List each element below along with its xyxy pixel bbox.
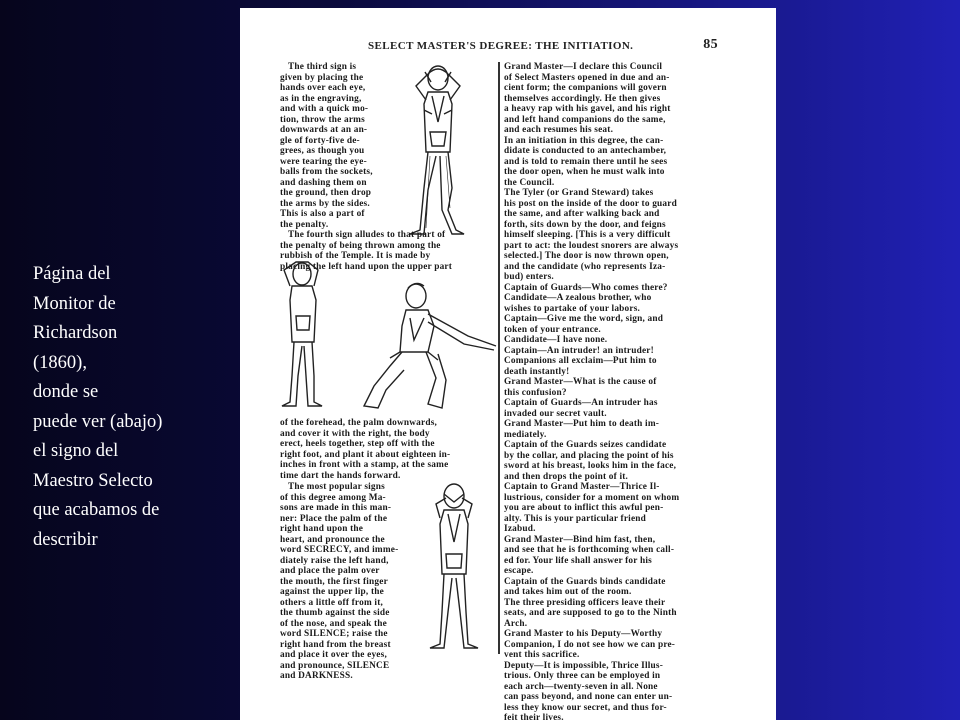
text-line: grees, as though you bbox=[280, 146, 365, 156]
text-line: death instantly! bbox=[504, 366, 570, 377]
text-line: Grand Master to his Deputy—Worthy bbox=[504, 629, 663, 639]
text-line: token of your entrance. bbox=[504, 324, 601, 335]
text-line: This is also a part of bbox=[280, 209, 365, 219]
text-line: seats, and are supposed to go to the Ninth bbox=[504, 608, 677, 618]
text-line: himself sleeping. [This is a very difficult bbox=[504, 230, 671, 240]
text-line: Grand Master—Bind him fast, then, bbox=[504, 534, 656, 545]
text-line: part to act: the loudest snorers are always bbox=[504, 240, 679, 251]
text-line: right hand from the breast bbox=[280, 639, 391, 650]
text-line: the mouth, the first finger bbox=[280, 576, 388, 587]
text-line: right foot, and plant it about eighteen in- bbox=[280, 449, 451, 460]
text-line: this confusion? bbox=[504, 387, 567, 398]
text-line: the Council. bbox=[504, 177, 555, 188]
caption-line: puede ver (abajo) bbox=[33, 411, 163, 432]
text-line: and dashing them on bbox=[280, 177, 367, 188]
page-number: 85 bbox=[703, 37, 718, 52]
caption-line: describir bbox=[33, 529, 98, 550]
text-line: tion, throw the arms bbox=[280, 114, 365, 125]
left-text-block-1 bbox=[280, 62, 398, 230]
text-line: Deputy—It is impossible, Thrice Illus- bbox=[504, 660, 664, 671]
text-line: The three presiding officers leave their bbox=[504, 597, 666, 608]
caption-line: el signo del bbox=[33, 441, 119, 461]
text-line: Companions all exclaim—Put him to bbox=[504, 356, 657, 366]
text-line: others a little off from it, bbox=[280, 597, 384, 608]
text-line: the door open, when he must walk into bbox=[504, 167, 665, 177]
text-line: Arch. bbox=[504, 618, 528, 629]
slide-caption bbox=[33, 260, 233, 555]
text-line: Captain of Guards—Who comes there? bbox=[504, 282, 668, 293]
text-line: inches in front with a stamp, at the same bbox=[280, 460, 449, 470]
text-line: Grand Master—Put him to death im- bbox=[504, 419, 660, 429]
engraving-popular-sign bbox=[416, 478, 494, 654]
text-line: you are about to inflict this awful pen- bbox=[504, 503, 664, 513]
text-line: heart, and pronounce the bbox=[280, 534, 385, 545]
caption-line: donde se bbox=[33, 382, 99, 402]
text-line: ner: Place the palm of the bbox=[280, 513, 388, 524]
text-line: were tearing the eye- bbox=[280, 156, 367, 167]
text-line: and place the palm over bbox=[280, 566, 380, 576]
text-line: The fourth sign alludes to that part of bbox=[288, 230, 446, 240]
text-line: Captain—An intruder! an intruder! bbox=[504, 345, 654, 356]
text-line: and each resumes his seat. bbox=[504, 125, 614, 135]
text-line: selected.] The door is now thrown open, bbox=[504, 251, 669, 261]
text-line: his post on the inside of the door to guard bbox=[504, 198, 677, 209]
text-line: as in the engraving, bbox=[280, 93, 362, 104]
text-line: and DARKNESS. bbox=[280, 671, 353, 681]
text-line: of the forehead, the palm downwards, bbox=[280, 418, 438, 428]
text-line: and place it over the eyes, bbox=[280, 650, 387, 660]
text-line: sword at his breast, looks him in the face, bbox=[504, 461, 677, 471]
man-silence-darkness-illustration bbox=[416, 478, 494, 654]
text-line: escape. bbox=[504, 566, 534, 576]
text-line: bud) enters. bbox=[504, 272, 554, 282]
caption-line: (1860), bbox=[33, 352, 87, 373]
text-line: and is told to remain there until he sees bbox=[504, 156, 668, 167]
text-line: downwards at an an- bbox=[280, 125, 368, 135]
text-line: and takes him out of the room. bbox=[504, 587, 632, 597]
text-line: and with a quick mo- bbox=[280, 104, 369, 114]
text-line: word SILENCE; raise the bbox=[280, 629, 388, 639]
text-line: cient form; the companions will govern bbox=[504, 83, 667, 93]
caption-line: Página del bbox=[33, 264, 111, 284]
text-line: forth, sits down by the door, and feigns bbox=[504, 219, 666, 230]
text-line: Captain to Grand Master—Thrice Il- bbox=[504, 482, 660, 492]
text-line: of Select Masters opened in due and an- bbox=[504, 72, 670, 83]
caption-line: Monitor de bbox=[33, 293, 116, 314]
text-line: lustrious, consider for a moment on whom bbox=[504, 492, 680, 503]
text-line: trious. Only three can be employed in bbox=[504, 671, 661, 681]
text-line: sons are made in this man- bbox=[280, 503, 392, 513]
engraving-third-sign bbox=[398, 60, 478, 238]
text-line: Grand Master—What is the cause of bbox=[504, 377, 657, 387]
text-line: Captain—Give me the word, sign, and bbox=[504, 314, 664, 324]
left-text-block-4 bbox=[280, 482, 410, 682]
text-line: the penalty of being thrown among the bbox=[280, 240, 441, 251]
engraving-fourth-sign bbox=[278, 256, 498, 416]
text-line: and the candidate (who represents Iza- bbox=[504, 261, 666, 272]
text-line: and then drops the point of it. bbox=[504, 471, 629, 482]
text-line: hands over each eye, bbox=[280, 83, 366, 93]
text-line: Grand Master—I declare this Council bbox=[504, 62, 663, 72]
text-line: wishes to partake of your labors. bbox=[504, 303, 641, 314]
text-line: ed for. Your life shall answer for his bbox=[504, 555, 652, 566]
text-line: diately raise the left hand, bbox=[280, 555, 389, 566]
text-line: mediately. bbox=[504, 429, 547, 440]
text-line: and left hand companions do the same, bbox=[504, 114, 666, 125]
text-line: gle of forty-five de- bbox=[280, 135, 360, 146]
two-men-fourth-sign-illustration bbox=[278, 256, 498, 416]
text-line: the thumb against the side bbox=[280, 608, 390, 618]
text-line: The most popular signs bbox=[288, 482, 385, 492]
caption-line: que acabamos de bbox=[33, 500, 160, 520]
text-line: Captain of the Guards binds candidate bbox=[504, 576, 666, 587]
text-line: word SECRECY, and imme- bbox=[280, 545, 399, 555]
column-divider bbox=[498, 62, 500, 654]
running-title: SELECT MASTER'S DEGREE: THE INITIATION. bbox=[368, 40, 634, 52]
text-line: can pass beyond, and none can enter un- bbox=[504, 692, 673, 702]
text-line: Candidate—I have none. bbox=[504, 335, 608, 345]
text-line: given by placing the bbox=[280, 72, 364, 83]
text-line: Candidate—A zealous brother, who bbox=[504, 293, 652, 303]
text-line: less they know our secret, and thus for- bbox=[504, 702, 667, 713]
text-line: Izabud. bbox=[504, 524, 536, 534]
text-line: right hand upon the bbox=[280, 524, 364, 534]
text-line: against the upper lip, the bbox=[280, 587, 384, 597]
left-text-block-3 bbox=[280, 418, 496, 481]
right-text-column bbox=[504, 62, 730, 720]
book-page-scan bbox=[240, 8, 776, 720]
text-line: of the nose, and speak the bbox=[280, 618, 387, 629]
text-line: Captain of the Guards seizes candidate bbox=[504, 440, 667, 450]
text-line: Companion, I do not see how we can pre- bbox=[504, 639, 676, 650]
man-covering-eyes-illustration bbox=[398, 60, 478, 238]
caption-line: Maestro Selecto bbox=[33, 470, 153, 491]
text-line: the arms by the sides. bbox=[280, 198, 370, 209]
text-line: rubbish of the Temple. It is made by bbox=[280, 251, 431, 261]
text-line: and cover it with the right, the body bbox=[280, 428, 430, 439]
text-line: a heavy rap with his gavel, and his right bbox=[504, 104, 671, 114]
caption-line: Richardson bbox=[33, 323, 118, 343]
text-line: erect, heels together, step off with the bbox=[280, 439, 435, 449]
text-line: The Tyler (or Grand Steward) takes bbox=[504, 188, 654, 198]
text-line: time dart the hands forward. bbox=[280, 470, 401, 481]
text-line: the ground, then drop bbox=[280, 188, 372, 198]
text-line: themselves accordingly. He then gives bbox=[504, 93, 661, 104]
text-line: balls from the sockets, bbox=[280, 167, 373, 177]
text-line: the same, and after walking back and bbox=[504, 209, 660, 219]
text-line: didate is conducted to an antechamber, bbox=[504, 146, 667, 156]
text-line: vent this sacrifice. bbox=[504, 650, 580, 660]
text-line: by the collar, and placing the point of his bbox=[504, 450, 674, 461]
text-line: of this degree among Ma- bbox=[280, 492, 386, 503]
text-line: each arch—twenty-seven in all. None bbox=[504, 681, 658, 692]
text-line: alty. This is your particular friend bbox=[504, 513, 647, 524]
text-line: feit their lives. bbox=[504, 713, 564, 720]
page-header bbox=[368, 37, 718, 56]
text-line: invaded our secret vault. bbox=[504, 408, 607, 419]
text-line: and see that he is forthcoming when call- bbox=[504, 545, 675, 555]
text-line: placing the left hand upon the upper part bbox=[280, 261, 453, 272]
text-line: In an initiation in this degree, the can- bbox=[504, 135, 664, 146]
text-line: and pronounce, SILENCE bbox=[280, 660, 390, 671]
text-line: Captain of Guards—An intruder has bbox=[504, 398, 658, 408]
text-line: the penalty. bbox=[280, 219, 329, 230]
text-line: The third sign is bbox=[288, 62, 357, 72]
